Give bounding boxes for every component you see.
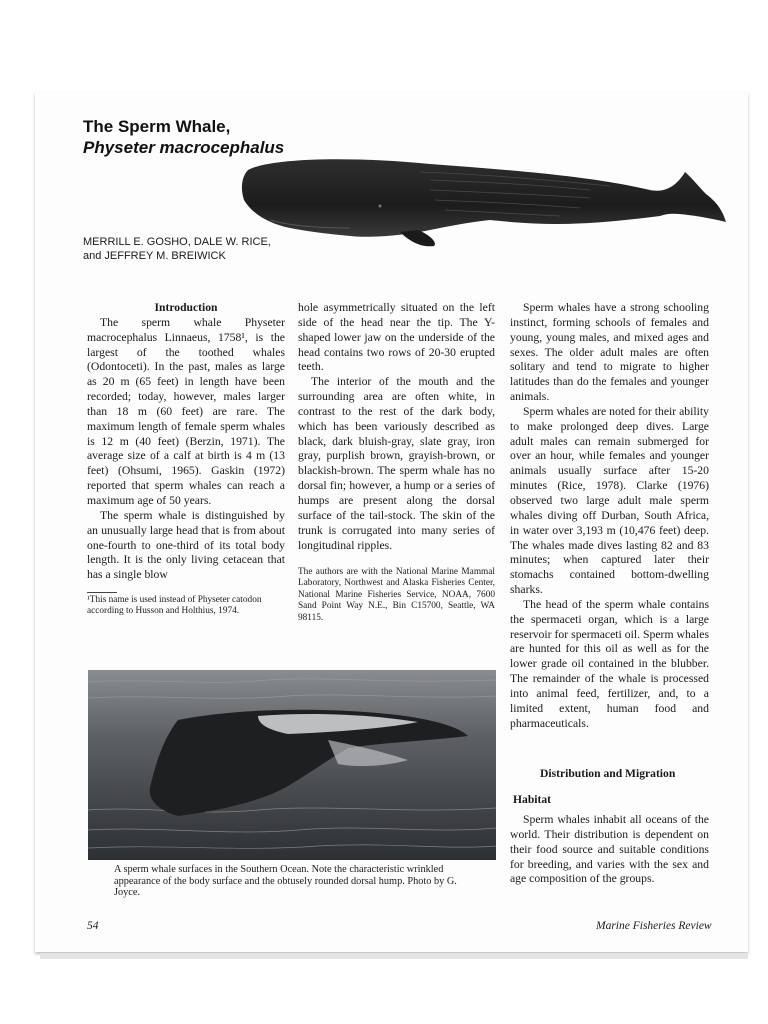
page-edge-shadow bbox=[40, 953, 748, 959]
col2-paragraph-1: hole asymmetrically situated on the left side of the head near the tip. The Y-shaped lower jaw on the underside of the head contains two rows of 20-30 erupted teeth. bbox=[298, 301, 495, 374]
col3-paragraph-1: Sperm whales have a strong schooling instinct, forming schools of females and young, young males, and mixed ages and sexes. The older adult males are often solitary and tend to migrate to higher latitudes than do the females and younger animals. bbox=[510, 301, 709, 404]
author-affiliation: The authors are with the National Marine Mammal Laboratory, Northwest and Alaska Fisheries Center, National Marine Fisheries Service, NOAA, 7600 Sand Point Way N.E., Bin C15700, Seattle, WA 98115. bbox=[298, 567, 495, 623]
footnote: ¹This name is used instead of Physeter catodon according to Husson and Holthius, 1974. bbox=[87, 595, 262, 616]
introduction-heading: Introduction bbox=[154, 301, 218, 314]
journal-name: Marine Fisheries Review bbox=[596, 920, 712, 932]
sperm-whale-surfacing-photo-icon bbox=[88, 670, 496, 860]
page-number: 54 bbox=[87, 920, 99, 932]
habitat-subheading: Habitat bbox=[513, 793, 552, 806]
title-scientific-name: Physeter macrocephalus bbox=[83, 138, 285, 157]
habitat-text bbox=[510, 813, 709, 887]
footnote-rule bbox=[87, 592, 117, 593]
title-line-1: The Sperm Whale, bbox=[83, 117, 231, 136]
photo-caption: A sperm whale surfaces in the Southern Ocean. Note the characteristic wrinkled appearance of the body surface and the obtusely rounded dorsal hump. Photo by G. Joyce. bbox=[114, 864, 457, 899]
col3-paragraph-2: Sperm whales are noted for their ability to make prolonged deep dives. Large adult males can remain submerged for over an hour, while females and younger animals usually surface after 15-20 minutes (Rice, 1978). Clarke (1976) observed two large adult male sperm whales diving off Durban, South Africa, in water over 3,193 m (10,476 feet) deep. The whales made dives lasting 82 and 83 minutes; when captured later their stomachs contained bottom-dwelling sharks. bbox=[510, 404, 709, 597]
column-2 bbox=[298, 301, 495, 553]
col3-paragraph-3: The head of the sperm whale contains the spermaceti organ, which is a large reservoir for spermaceti oil. Sperm whales are hunted for this oil as well as for the lower grade oil contained in the blubber. The remainder of the whale is processed into animal feed, fertilizer, and, to a limited extent, human food and pharmaceuticals. bbox=[510, 597, 709, 730]
col2-paragraph-2: The interior of the mouth and the surrounding area are often white, in contrast to the rest of the dark body, which has been variously described as black, dark bluish-gray, slate gray, iron gray, purplish brown, grayish-brown, or blackish-brown. The sperm whale has no dorsal fin; however, a hump or a series of humps are present along the dorsal surface of the tail-stock. The skin of the trunk is corrugated into many series of longitudinal ripples. bbox=[298, 375, 495, 552]
authors-line-1: MERRILL E. GOSHO, DALE W. RICE, bbox=[83, 236, 271, 248]
column-1 bbox=[87, 301, 285, 583]
authors-line-2: and JEFFREY M. BREIWICK bbox=[83, 250, 226, 262]
author-byline bbox=[83, 235, 323, 263]
intro-paragraph-2: The sperm whale is distinguished by an unusually large head that is from about one-fourth to one-third of its total body length. It is the only living cetacean that has a single blow bbox=[87, 508, 285, 582]
habitat-paragraph: Sperm whales inhabit all oceans of the world. Their distribution is dependent on their food source and suitable conditions for breeding, and varies with the sex and age composition of the groups. bbox=[510, 813, 709, 886]
distribution-heading: Distribution and Migration bbox=[540, 767, 676, 780]
column-3 bbox=[510, 301, 709, 731]
intro-paragraph-1: The sperm whale Physeter macrocephalus Linnaeus, 1758¹, is the largest of the toothed whales (Odontoceti). In the past, males as large as 20 m (65 feet) in length have been recorded; today, however, males larger than 18 m (60 feet) are rare. The maximum length of female sperm whales is 12 m (40 feet) (Berzin, 1971). The average size of a calf at birth is 4 m (13 feet) (Ohsumi, 1965). Gaskin (1972) reported that sperm whales can reach a maximum age of 50 years. bbox=[87, 315, 285, 507]
